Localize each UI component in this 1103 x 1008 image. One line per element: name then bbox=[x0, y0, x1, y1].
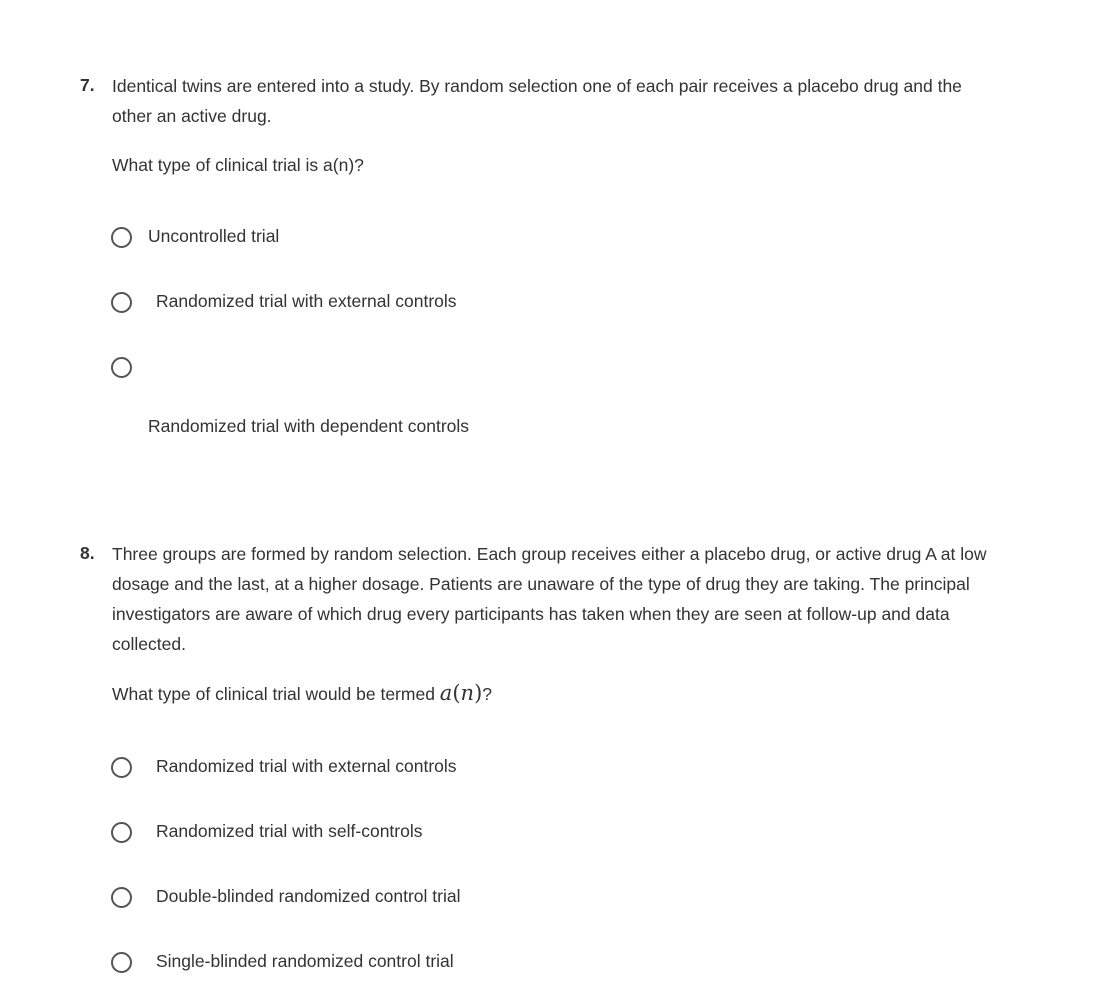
question-8-text-line-4: collected. bbox=[112, 634, 186, 654]
question-8-prompt bbox=[112, 681, 492, 705]
q8-option-3-radio[interactable] bbox=[111, 887, 132, 908]
q8-option-1-label[interactable]: Randomized trial with external controls bbox=[156, 756, 457, 776]
question-7-text bbox=[112, 71, 962, 131]
question-8-text-line-1: Three groups are formed by random selection. Each group receives either a placebo drug, or active drug A at low bbox=[112, 544, 987, 564]
math-variable-n: n bbox=[460, 681, 475, 705]
question-8-text-line-2: dosage and the last, at a higher dosage. Patients are unaware of the type of drug they are taking. The principal bbox=[112, 574, 970, 594]
q8-option-2-radio[interactable] bbox=[111, 822, 132, 843]
q7-option-3-radio[interactable] bbox=[111, 357, 132, 378]
q8-option-4-label[interactable]: Single-blinded randomized control trial bbox=[156, 951, 454, 971]
q7-option-2-label[interactable]: Randomized trial with external controls bbox=[156, 291, 457, 311]
q7-option-2-radio[interactable] bbox=[111, 292, 132, 313]
q7-option-1-radio[interactable] bbox=[111, 227, 132, 248]
q8-option-3-label[interactable]: Double-blinded randomized control trial bbox=[156, 886, 461, 906]
q8-option-1-radio[interactable] bbox=[111, 757, 132, 778]
question-7-text-line-1: Identical twins are entered into a study. By random selection one of each pair receives a placebo drug and the bbox=[112, 76, 962, 96]
question-7-text-line-2: other an active drug. bbox=[112, 106, 272, 126]
question-7-number: 7. bbox=[80, 75, 95, 95]
question-8-text bbox=[112, 539, 987, 659]
question-8-number: 8. bbox=[80, 543, 95, 563]
math-variable-a: a bbox=[439, 681, 453, 705]
q7-option-3-label[interactable]: Randomized trial with dependent controls bbox=[148, 416, 470, 436]
question-8-prompt-text: What type of clinical trial would be termed bbox=[112, 684, 440, 704]
question-8-text-line-3: investigators are aware of which drug every participants has taken when they are seen at follow-up and data bbox=[112, 604, 950, 624]
q7-option-1-label[interactable]: Uncontrolled trial bbox=[148, 226, 280, 246]
math-close-paren: ) bbox=[474, 681, 483, 705]
q8-option-4-radio[interactable] bbox=[111, 952, 132, 973]
math-open-paren: ( bbox=[452, 681, 461, 705]
question-mark: ? bbox=[482, 684, 492, 704]
q8-option-2-label[interactable]: Randomized trial with self-controls bbox=[156, 821, 423, 841]
question-7-prompt: What type of clinical trial is a(n)? bbox=[112, 155, 364, 175]
